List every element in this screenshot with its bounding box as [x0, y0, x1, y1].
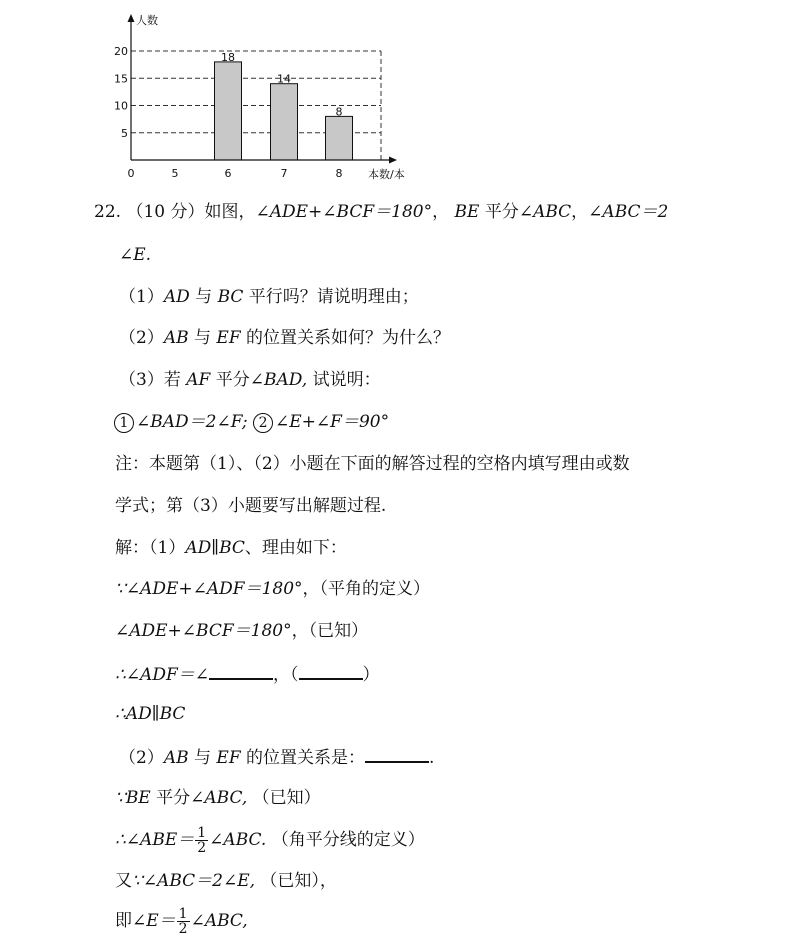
problem-stem: 22. （10 分）如图，∠ADE+∠BCF＝180°， BE 平分∠ABC，∠ABC＝2	[94, 202, 669, 222]
x-axis-arrow	[389, 157, 397, 164]
question-3-parts: 1 ∠BAD＝2∠F; 2 ∠E+∠F＝90°	[114, 411, 389, 433]
y-tick-20: 20	[114, 45, 128, 58]
y-tick-10: 10	[114, 99, 128, 113]
x-tick-7: 7	[280, 167, 288, 180]
answer-blank-relation[interactable]	[365, 745, 429, 763]
data-label-8: 8	[335, 105, 343, 119]
answer-blank-angle[interactable]	[209, 662, 273, 680]
y-tick-15: 15	[114, 72, 128, 86]
solution-5: ∴AD∥BC	[115, 704, 186, 724]
data-label-6: 18	[221, 50, 235, 64]
solution-10: 即∠E＝ $\frac{1}{2}$ ∠ABC,	[115, 906, 248, 937]
x-tick-0: 0	[127, 167, 135, 180]
bar-chart	[0, 0, 430, 190]
solution-1: 解：（1）AD∥BC、理由如下：	[115, 538, 347, 558]
x-tick-6: 6	[224, 167, 232, 180]
note-line-2: 学式；第（3）小题要写出解题过程.	[115, 496, 387, 516]
solution-8: ∴∠ABE＝ $\frac{1}{2}$ ∠ABC. （角平分线的定义）	[115, 825, 425, 856]
fraction-half: $\frac{1}{2}$	[197, 825, 207, 856]
y-axis-label: 人数	[136, 14, 158, 27]
note-line-1: 注：本题第（1）、（2）小题在下面的解答过程的空格内填写理由或数	[115, 454, 630, 474]
x-tick-8: 8	[335, 167, 343, 180]
fraction-half-2: $\frac{1}{2}$	[178, 906, 188, 937]
y-axis-arrow	[128, 14, 135, 22]
problem-number: 22.	[94, 202, 122, 222]
solution-6: （2）AB 与 EF 的位置关系是： .	[119, 745, 434, 769]
question-1: （1）AD 与 BC 平行吗？请说明理由；	[119, 287, 419, 307]
problem-points: （10 分）	[126, 202, 205, 222]
x-axis-label: 本数/本	[368, 168, 405, 181]
question-2: （2）AB 与 EF 的位置关系如何？为什么？	[119, 328, 451, 348]
x-tick-5: 5	[171, 167, 179, 180]
question-3: （3）若 AF 平分∠BAD, 试说明：	[119, 370, 381, 390]
circled-number-2: 2	[253, 413, 273, 433]
solution-7: ∵BE 平分∠ABC, （已知）	[115, 788, 321, 808]
solution-9: 又∵∠ABC＝2∠E, （已知），	[115, 871, 337, 891]
bar-7	[271, 84, 298, 160]
bar-6	[215, 62, 242, 160]
solution-2: ∵∠ADE+∠ADF＝180°，（平角的定义）	[115, 579, 431, 599]
y-tick-5: 5	[121, 126, 128, 140]
problem-stem-line2: ∠E.	[119, 245, 152, 265]
answer-blank-reason[interactable]	[299, 662, 363, 680]
circled-number-1: 1	[114, 413, 134, 433]
bar-8	[326, 116, 353, 160]
solution-4: ∴∠ADF＝∠ ，（ ）	[115, 662, 380, 686]
solution-3: ∠ADE+∠BCF＝180°，（已知）	[115, 621, 369, 641]
data-label-7: 14	[277, 72, 291, 86]
